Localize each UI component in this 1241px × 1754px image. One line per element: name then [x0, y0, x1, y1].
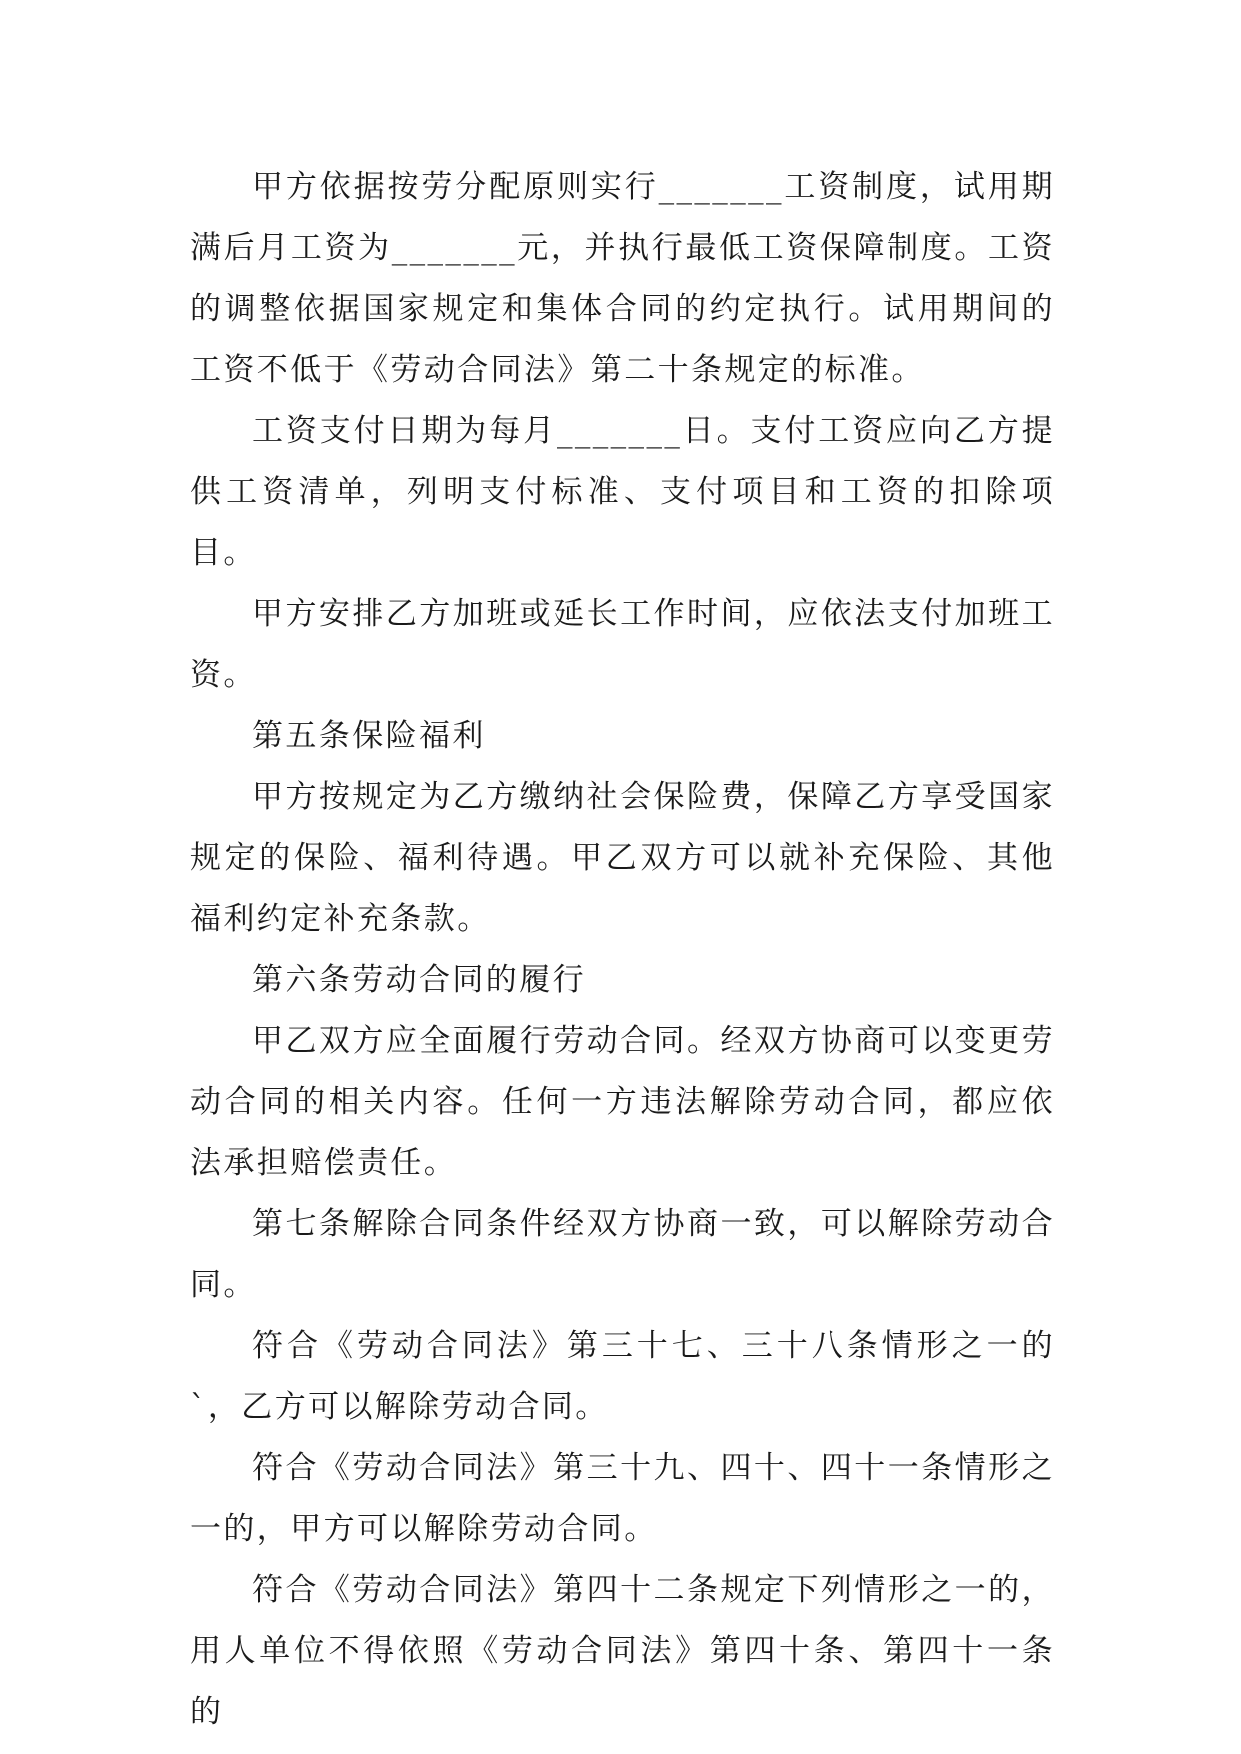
- document-body: [190, 157, 1055, 1743]
- paragraph-wage-payment-date: 工资支付日期为每月_______日。支付工资应向乙方提供工资清单，列明支付标准、支付项目和工资的扣除项目。: [190, 413, 1055, 571]
- paragraph-contract-performance: 甲乙双方应全面履行劳动合同。经双方协商可以变更劳动合同的相关内容。任何一方违法解除劳动合同，都应依法承担赔偿责任。: [190, 1023, 1055, 1181]
- paragraph-wage-system: 甲方依据按劳分配原则实行_______工资制度，试用期满后月工资为_______元，并执行最低工资保障制度。工资的调整依据国家规定和集体合同的约定执行。试用期间的工资不低于《劳动合同法》第二十条规定的标准。: [190, 169, 1055, 388]
- paragraph-employee-termination: 符合《劳动合同法》第三十七、三十八条情形之一的`，乙方可以解除劳动合同。: [190, 1328, 1055, 1425]
- paragraph-termination-conditions: 第七条解除合同条件经双方协商一致，可以解除劳动合同。: [190, 1206, 1055, 1303]
- paragraph-social-insurance: 甲方按规定为乙方缴纳社会保险费，保障乙方享受国家规定的保险、福利待遇。甲乙双方可以就补充保险、其他福利约定补充条款。: [190, 779, 1055, 937]
- section-heading-insurance-welfare: 第五条保险福利: [252, 718, 486, 754]
- section-heading-contract-performance: 第六条劳动合同的履行: [252, 962, 586, 998]
- paragraph-employer-termination: 符合《劳动合同法》第三十九、四十、四十一条情形之一的，甲方可以解除劳动合同。: [190, 1450, 1055, 1547]
- paragraph-overtime-pay: 甲方安排乙方加班或延长工作时间，应依法支付加班工资。: [190, 596, 1055, 693]
- paragraph-termination-restrictions: 符合《劳动合同法》第四十二条规定下列情形之一的，用人单位不得依照《劳动合同法》第四十条、第四十一条的: [190, 1572, 1055, 1730]
